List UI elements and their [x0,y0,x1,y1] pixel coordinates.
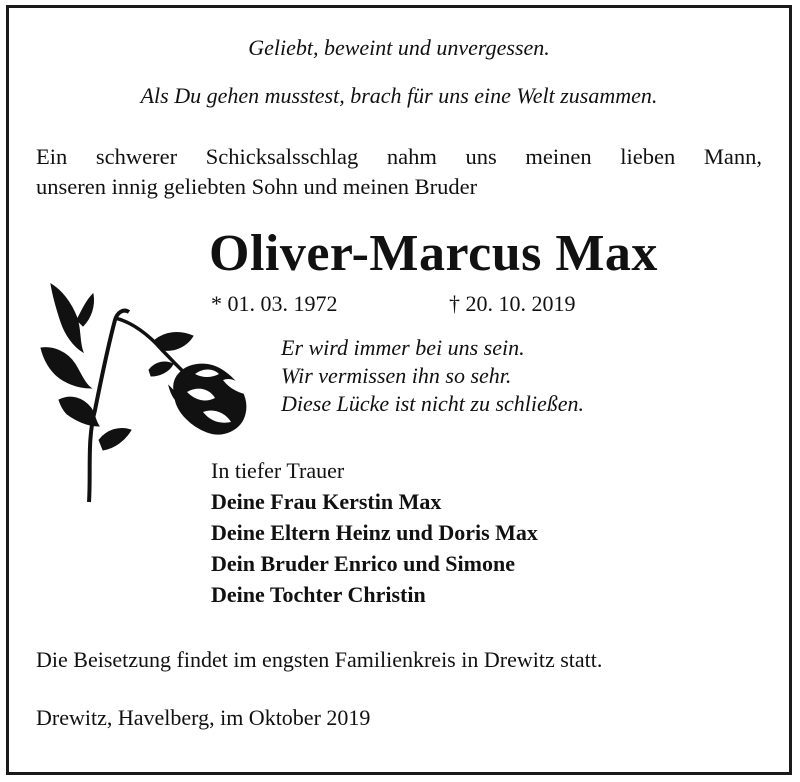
opening-quote-line-2: Als Du gehen musstest, brach für uns eine Welt zusammen. [140,83,658,108]
mourner-3: Dein Bruder Enrico und Simone [211,551,515,576]
mourning-intro: In tiefer Trauer [211,458,345,483]
place-and-date: Drewitz, Havelberg, im Oktober 2019 [36,705,371,730]
birth-date: * 01. 03. 1972 [211,291,338,316]
obituary-notice [6,5,792,775]
verse-line-1: Er wird immer bei uns sein. [281,335,525,360]
mourner-1: Deine Frau Kerstin Max [211,489,442,514]
mourner-4: Deine Tochter Christin [211,582,426,607]
intro-text-line-2: unseren innig geliebten Sohn und meinen Bruder [36,174,478,199]
deceased-name: Oliver-Marcus Max [209,225,658,282]
mourner-2: Deine Eltern Heinz und Doris Max [211,520,538,545]
burial-note: Die Beisetzung findet im engsten Familienkreis in Drewitz statt. [36,647,603,672]
verse-line-3: Diese Lücke ist nicht zu schließen. [281,391,585,416]
opening-quote-line-1: Geliebt, beweint und unvergessen. [248,35,550,60]
intro-text-line-1: Ein schwerer Schicksalsschlag nahm uns meinen lieben Mann, [36,144,762,169]
death-date: † 20. 10. 2019 [449,291,576,316]
verse-line-2: Wir vermissen ihn so sehr. [281,363,512,388]
